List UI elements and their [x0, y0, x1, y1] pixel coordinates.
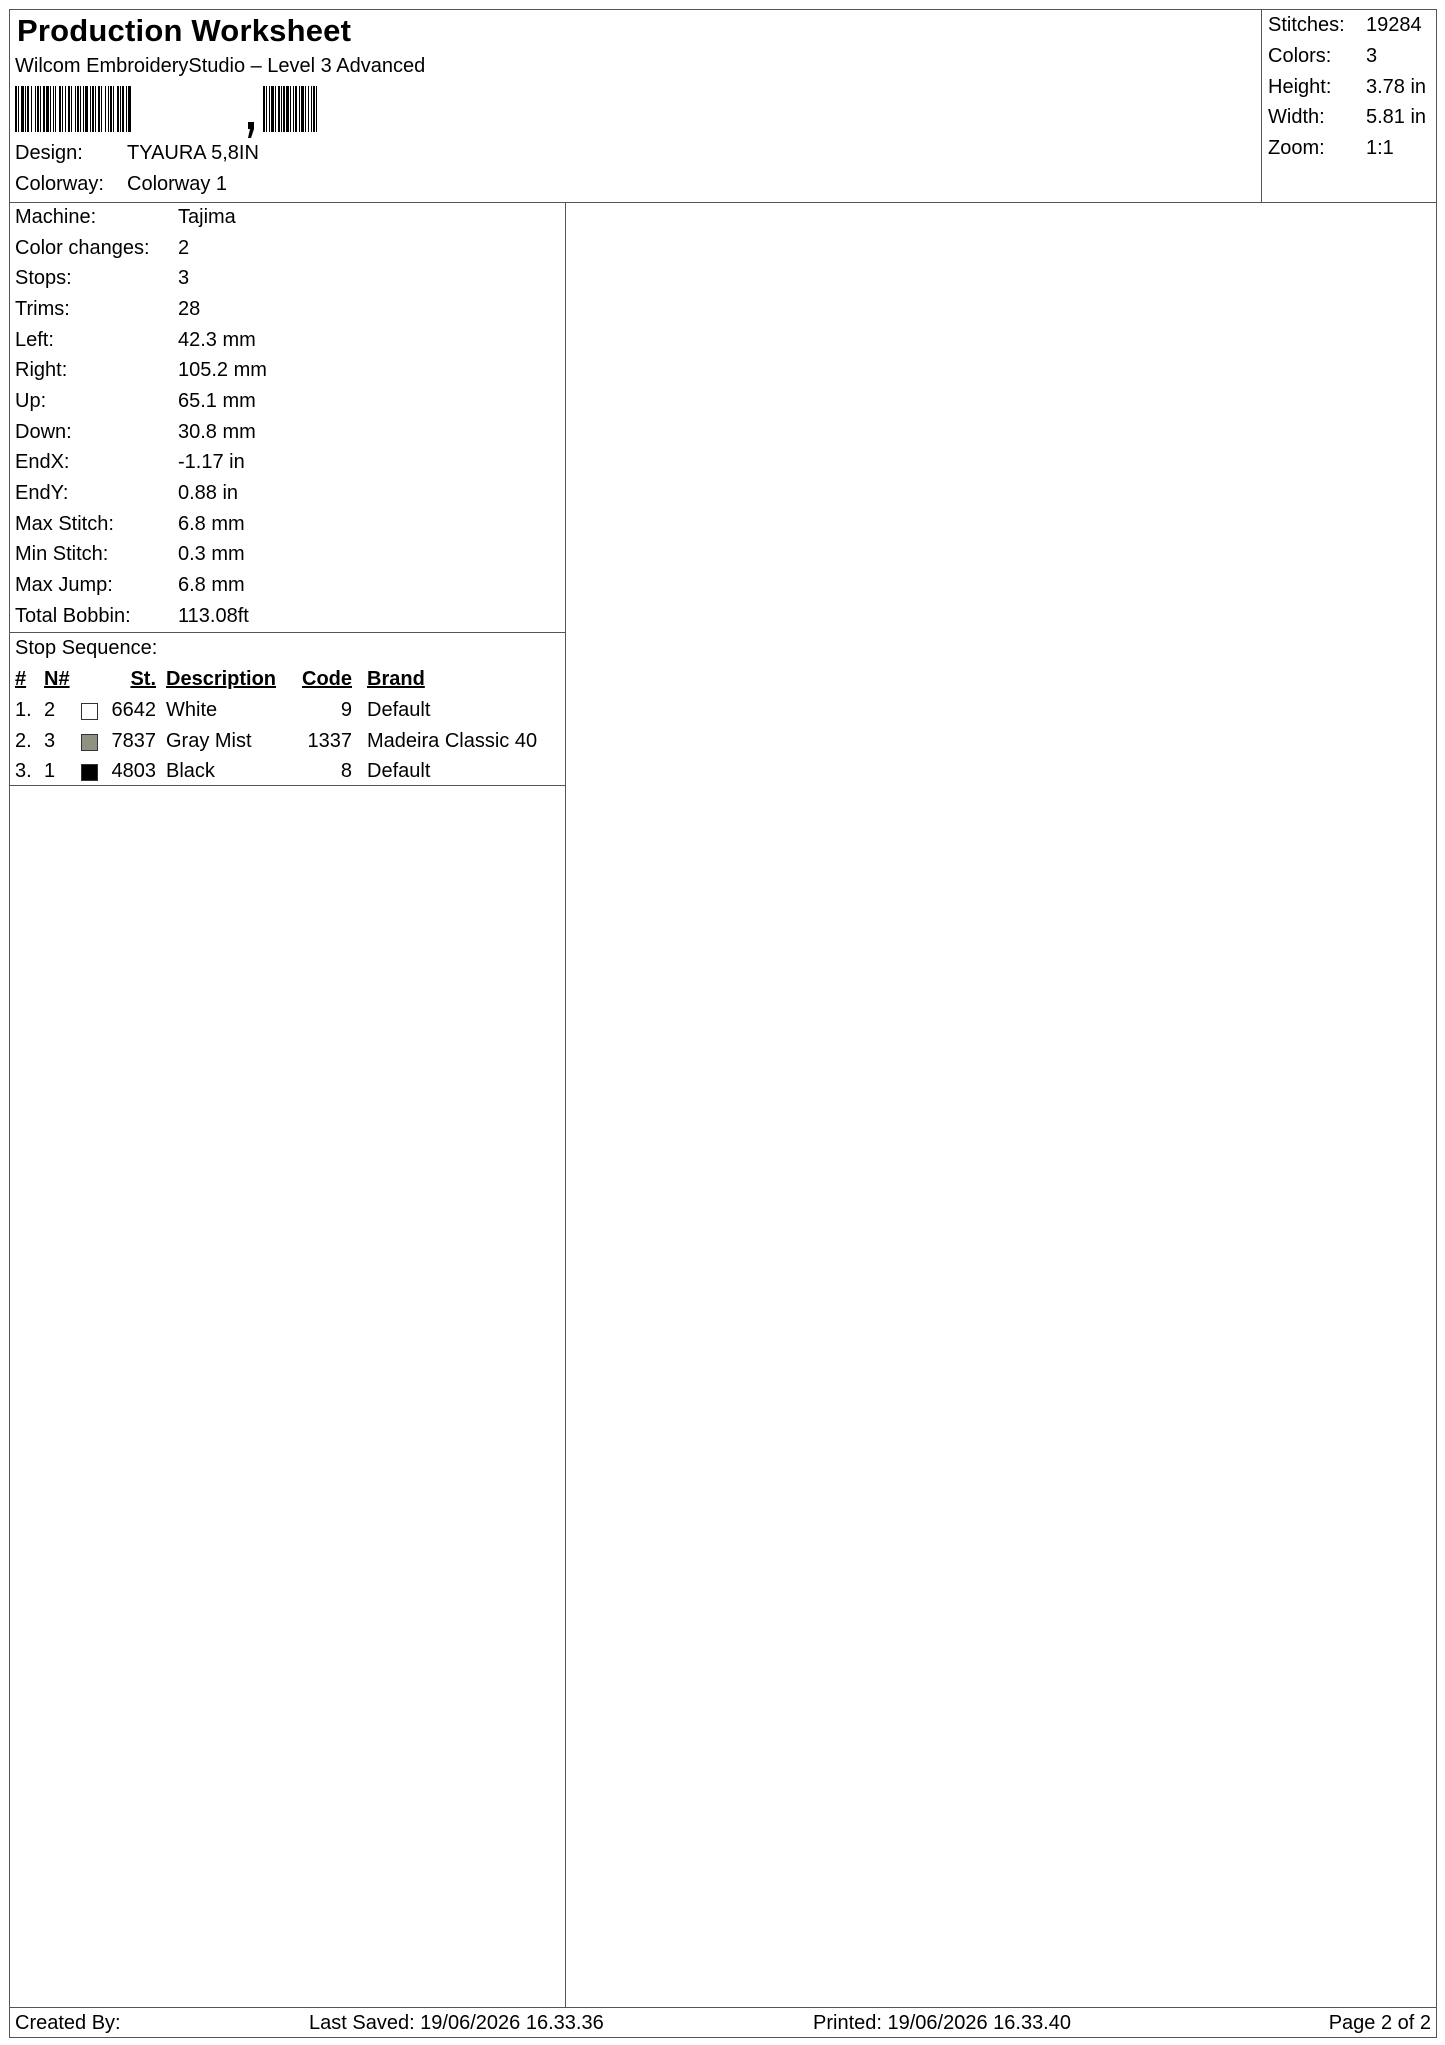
design-row	[15, 142, 259, 165]
row-description: White	[166, 699, 218, 721]
row-code: 1337	[307, 730, 352, 752]
row-description: Black	[166, 760, 215, 782]
col-header-code: Code	[302, 668, 352, 690]
stat-label: Colors:	[1268, 45, 1332, 67]
machine-label: EndX:	[15, 451, 70, 473]
stat-value: 5.81 in	[1366, 106, 1427, 128]
row-stitches: 4803	[111, 760, 156, 782]
machine-label: Max Stitch:	[15, 513, 114, 535]
machine-row	[15, 237, 189, 260]
created-by: Created By:	[15, 2012, 121, 2034]
machine-label: Down:	[15, 421, 72, 443]
machine-value: 0.3 mm	[178, 543, 245, 565]
col-header-brand: Brand	[367, 668, 425, 690]
machine-row	[15, 390, 256, 413]
machine-info-panel	[10, 203, 565, 633]
machine-value: 30.8 mm	[178, 421, 256, 443]
machine-value: 42.3 mm	[178, 329, 256, 351]
machine-label: Stops:	[15, 267, 72, 289]
design-value: TYAURA 5,8IN	[127, 142, 259, 164]
worksheet-header	[10, 10, 1436, 203]
colorway-row	[15, 173, 227, 196]
stat-label: Stitches:	[1268, 14, 1345, 36]
col-header-description: Description	[166, 668, 277, 690]
design-label: Design:	[15, 142, 83, 164]
row-needle: 3	[44, 730, 56, 752]
stat-row-width	[1268, 106, 1426, 129]
machine-value: 3	[178, 267, 190, 289]
machine-value: 28	[178, 298, 201, 320]
row-brand: Default	[367, 760, 431, 782]
row-brand: Madeira Classic 40	[367, 730, 538, 752]
software-name: Wilcom EmbroideryStudio – Level 3 Advanced	[15, 55, 426, 77]
design-info-panel	[10, 10, 1262, 203]
stat-value: 3.78 in	[1366, 76, 1427, 98]
machine-row	[15, 574, 245, 597]
col-header-needle: N#	[44, 668, 70, 690]
row-stitches: 7837	[111, 730, 156, 752]
machine-row	[15, 267, 189, 290]
row-brand: Default	[367, 699, 431, 721]
machine-row	[15, 359, 267, 382]
colorway-value: Colorway 1	[127, 173, 228, 195]
color-swatch	[81, 764, 98, 781]
machine-row	[15, 451, 245, 474]
barcode-graphic	[15, 86, 360, 138]
color-swatch	[81, 703, 98, 720]
row-description: Gray Mist	[166, 730, 252, 752]
stat-value: 1:1	[1366, 137, 1394, 159]
machine-row	[15, 298, 200, 321]
stat-value: 19284	[1366, 14, 1422, 36]
machine-label: Left:	[15, 329, 54, 351]
color-swatch	[81, 734, 98, 751]
machine-value: -1.17 in	[178, 451, 245, 473]
col-header-stitches: St.	[130, 668, 156, 690]
machine-value: 0.88 in	[178, 482, 239, 504]
worksheet-page	[9, 9, 1437, 2038]
row-code: 9	[340, 699, 352, 721]
machine-label: Trims:	[15, 298, 70, 320]
row-stitches: 6642	[111, 699, 156, 721]
row-needle: 2	[44, 699, 56, 721]
stat-row-colors	[1268, 45, 1377, 68]
colorway-label: Colorway:	[15, 173, 104, 195]
stop-sequence-title: Stop Sequence:	[15, 637, 158, 659]
machine-row	[15, 421, 256, 444]
machine-label: EndY:	[15, 482, 69, 504]
machine-row	[15, 482, 238, 505]
stat-row-stitches	[1268, 14, 1422, 37]
design-stats-panel	[1262, 10, 1436, 203]
stat-row-zoom	[1268, 137, 1394, 160]
machine-label: Total Bobbin:	[15, 605, 131, 627]
machine-value: 2	[178, 237, 190, 259]
row-num: 2.	[15, 730, 32, 752]
printed-date: Printed: 19/06/2026 16.33.40	[813, 2012, 1071, 2034]
machine-value: 6.8 mm	[178, 574, 245, 596]
details-column	[10, 203, 566, 2007]
page-title: Production Worksheet	[17, 13, 352, 48]
row-needle: 1	[44, 760, 56, 782]
machine-value: 6.8 mm	[178, 513, 245, 535]
machine-value: 105.2 mm	[178, 359, 267, 381]
machine-value: 113.08ft	[178, 605, 249, 627]
last-saved: Last Saved: 19/06/2026 16.33.36	[309, 2012, 604, 2034]
stat-value: 3	[1366, 45, 1378, 67]
row-code: 8	[340, 760, 352, 782]
machine-row	[15, 605, 249, 628]
col-header-num: #	[15, 668, 27, 690]
machine-row	[15, 329, 256, 352]
worksheet-footer	[10, 2007, 1436, 2037]
stat-row-height	[1268, 76, 1426, 99]
row-num: 3.	[15, 760, 32, 782]
machine-value: Tajima	[178, 206, 236, 228]
machine-label: Color changes:	[15, 237, 150, 259]
stat-label: Zoom:	[1268, 137, 1325, 159]
page-number: Page 2 of 2	[1328, 2012, 1431, 2034]
machine-row	[15, 543, 245, 566]
machine-label: Max Jump:	[15, 574, 113, 596]
stat-label: Height:	[1268, 76, 1332, 98]
machine-label: Machine:	[15, 206, 97, 228]
machine-row	[15, 513, 245, 536]
machine-row	[15, 206, 236, 229]
machine-label: Min Stitch:	[15, 543, 109, 565]
machine-label: Up:	[15, 390, 47, 412]
row-num: 1.	[15, 699, 32, 721]
stat-label: Width:	[1268, 106, 1325, 128]
machine-label: Right:	[15, 359, 68, 381]
machine-value: 65.1 mm	[178, 390, 256, 412]
stop-sequence-table	[10, 633, 565, 786]
